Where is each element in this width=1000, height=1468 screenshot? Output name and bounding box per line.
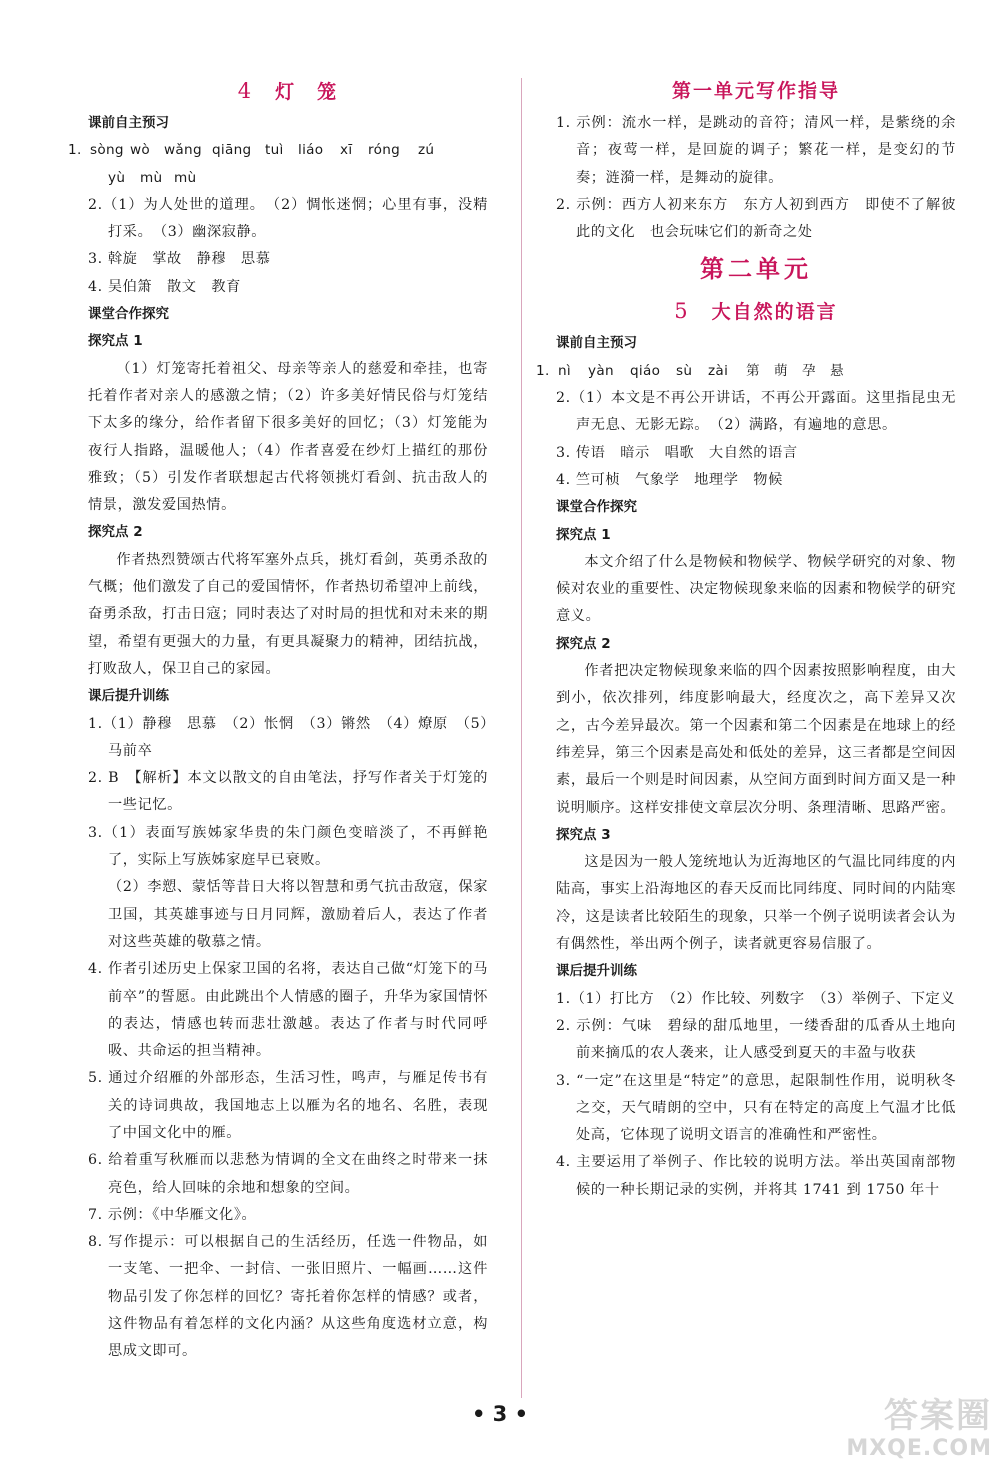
lesson-4-title bbox=[88, 72, 488, 110]
practice-3b: （2）李愬、蒙恬等昔日大将以智慧和勇气抗击敌寇，保家卫国，其英雄事迹与日月同辉，激励着后人，表达了作者对这些英雄的敬慕之情。 bbox=[108, 879, 488, 950]
practice-1: 1.（1）静穆 思慕 （2）怅惘 （3）锵然 （4）燎原 （5）马前卒 bbox=[88, 715, 488, 759]
inquiry-point-3: 探究点 3 bbox=[556, 826, 611, 843]
practice-4: 4. 主要运用了举例子、作比较的说明方法。举出英国南部物候的一种长期记录的实例，并将其 1741 到 1750 年十 bbox=[556, 1154, 956, 1198]
answer-2: 2.（1）本文是不再公开讲话，不再公开露面。这里指昆虫无声无息、无影无踪。 （2）满路，有遍地的意思。 bbox=[556, 390, 956, 434]
answer-3: 3. 传语 暗示 唱歌 大自然的语言 bbox=[556, 444, 798, 461]
answer-2: 2.（1）为人处世的道理。 （2）惆怅迷惘；心里有事，没精打采。 （3）幽深寂静。 bbox=[88, 196, 488, 241]
page-number: • 3 • bbox=[471, 1402, 529, 1426]
watermark-line-1: 答案圈 bbox=[884, 1396, 992, 1436]
unit-1-writing-guide-title: 第一单元写作指导 bbox=[671, 80, 840, 102]
practice-7: 7. 示例：《中华雁文化》。 bbox=[88, 1206, 257, 1223]
practice-2: 2. B 【解析】本文以散文的自由笔法，抒写作者关于灯笼的一些记忆。 bbox=[88, 770, 488, 814]
section-heading-practice: 课后提升训练 bbox=[88, 688, 169, 705]
unit-2-title: 第二单元 bbox=[700, 255, 812, 284]
practice-3: 3. “一定”在这里是“特定”的意思，起限制性作用，说明秋冬之交，天气晴朗的空中，只有在特定的高度上气温才比低处高，它体现了说明文语言的准确性和严密性。 bbox=[556, 1072, 956, 1144]
inquiry-2-text: 作者热烈赞颂古代将军塞外点兵，挑灯看剑，英勇杀敌的气概；他们激发了自己的爱国情怀，作者热切希望冲上前线，奋勇杀敌，打击日寇；同时表达了对时局的担忧和对未来的期望，希望有更强大的力量，有更具凝聚力的精神，团结抗战，打败敌人，保卫自己的家园。 bbox=[88, 551, 488, 677]
lesson-5-title bbox=[556, 292, 956, 330]
inquiry-point-2: 探究点 2 bbox=[556, 635, 611, 652]
lesson-title: 大自然的语言 bbox=[711, 301, 838, 324]
inquiry-point-1: 探究点 1 bbox=[556, 526, 611, 543]
inquiry-1-text: （1）灯笼寄托着祖父、母亲等亲人的慈爱和牵挂，也寄托着作者对亲人的感激之情；（2）许多美好情民俗与灯笼结下太多的缘分，给作者留下很多美好的回忆；（3）灯笼能为夜行人指路，温暖他人；（4）作者喜爱在纱灯上描红的那份雅致；（5）引发作者联想起古代将领挑灯看剑、抗击敌人的情景，激发爱国热情。 bbox=[88, 360, 488, 514]
practice-3a: 3.（1）表面写族姊家华贵的朱门颜色变暗淡了，不再鲜艳了，实际上写族姊家庭早已衰败。 bbox=[88, 824, 488, 869]
left-column bbox=[68, 72, 488, 1366]
practice-8: 8. 写作提示：可以根据自己的生活经历，任选一件物品，如一支笔、一把伞、一封信、一张旧照片、一幅画……这件物品引发了你怎样的回忆？寄托着你怎样的情感？或者，这件物品有着怎样的文化内涵？从这些角度选材立意，构思成文即可。 bbox=[88, 1234, 488, 1360]
inquiry-2-text: 作者把决定物候现象来临的四个因素按照影响程度，由大到小，依次排列，纬度影响最大，经度次之，高下差异又次之，古今差异最次。第一个因素和第二个因素是在地球上的经纬差异，第三个因素是高处和低处的差异，这三者都是空间因素，最后一个则是时间因素，从空间方面到时间方面又是一种说明顺序。这样安排使文章层次分明、条理清晰、思路严密。 bbox=[556, 663, 956, 816]
practice-2: 2. 示例：气味 碧绿的甜瓜地里，一缕香甜的瓜香从土地向前来摘瓜的农人袭来，让人感受到夏天的丰盈与收获 bbox=[556, 1017, 956, 1062]
answer-4: 4. 竺可桢 气象学 地理学 物候 bbox=[556, 471, 783, 488]
lesson-number: 4 bbox=[237, 79, 254, 103]
guide-2: 2. 示例：西方人初来东方 东方人初到西方 即使不了解彼此的文化 也会玩味它们的新奇之处 bbox=[556, 196, 956, 241]
practice-1: 1.（1）打比方 （2）作比较、列数字 （3）举例子、下定义 bbox=[556, 990, 956, 1007]
section-heading-preview: 课前自主预习 bbox=[88, 115, 169, 131]
lesson-title: 灯 笼 bbox=[275, 81, 339, 103]
guide-1: 1. 示例：流水一样，是跳动的音符；清风一样，是紫绕的余音；夜莺一样，是回旋的调子；繁花一样，是变幻的节奏；涟漪一样，是舞动的旋律。 bbox=[556, 115, 956, 186]
answer-1-pinyin-cont: yù mù mù bbox=[108, 169, 197, 186]
answer-1-pinyin: 1. nì yàn qiáo sù zài 第 萌 孕 悬 bbox=[536, 362, 844, 379]
inquiry-point-1: 探究点 1 bbox=[88, 333, 143, 350]
practice-5: 5. 通过介绍雁的外部形态，生活习性，鸣声，与雁足传书有关的诗词典故，我国地志上以雁为名的地名、名胜，表现了中国文化中的雁。 bbox=[88, 1070, 488, 1141]
inquiry-point-2: 探究点 2 bbox=[88, 524, 143, 541]
section-heading-inquiry: 课堂合作探究 bbox=[556, 499, 637, 516]
section-heading-preview: 课前自主预习 bbox=[556, 335, 637, 352]
column-divider bbox=[521, 78, 522, 1398]
watermark-line-2: MXQE.COM bbox=[846, 1436, 992, 1461]
right-column bbox=[536, 72, 956, 1204]
inquiry-1-text: 本文介绍了什么是物候和物候学、物候学研究的对象、物候对农业的重要性、决定物候现象来临的因素和物候学的研究意义。 bbox=[556, 553, 956, 625]
lesson-number: 5 bbox=[674, 299, 690, 324]
section-heading-practice: 课后提升训练 bbox=[556, 963, 637, 980]
watermark-logo bbox=[846, 1396, 992, 1462]
section-heading-inquiry: 课堂合作探究 bbox=[88, 306, 169, 323]
answer-4: 4. 吴伯箫 散文 教育 bbox=[88, 278, 241, 295]
practice-6: 6. 给着重写秋雁而以悲愁为情调的全文在曲终之时带来一抹亮色，给人回味的余地和想象的空间。 bbox=[88, 1152, 488, 1196]
answer-1-pinyin: 1. sòng wò wǎng qiāng tuì liáo xī róng zú bbox=[68, 142, 435, 159]
answer-3: 3. 斡旋 掌故 静穆 思慕 bbox=[88, 251, 271, 268]
inquiry-3-text: 这是因为一般人笼统地认为近海地区的气温比同纬度的内陆高，事实上沿海地区的春天反而比同纬度、同时间的内陆寒冷，这是读者比较陌生的现象，只举一个例子说明读者会认为有偶然性，举出两个例子，读者就更容易信服了。 bbox=[556, 854, 956, 953]
practice-4: 4. 作者引述历史上保家卫国的名将，表达自己做“灯笼下的马前卒”的誓愿。由此跳出个人情感的圈子，升华为家国情怀的表达，情感也转而悲壮激越。表达了作者与时代同呼吸、共命运的担当精神。 bbox=[88, 961, 488, 1060]
